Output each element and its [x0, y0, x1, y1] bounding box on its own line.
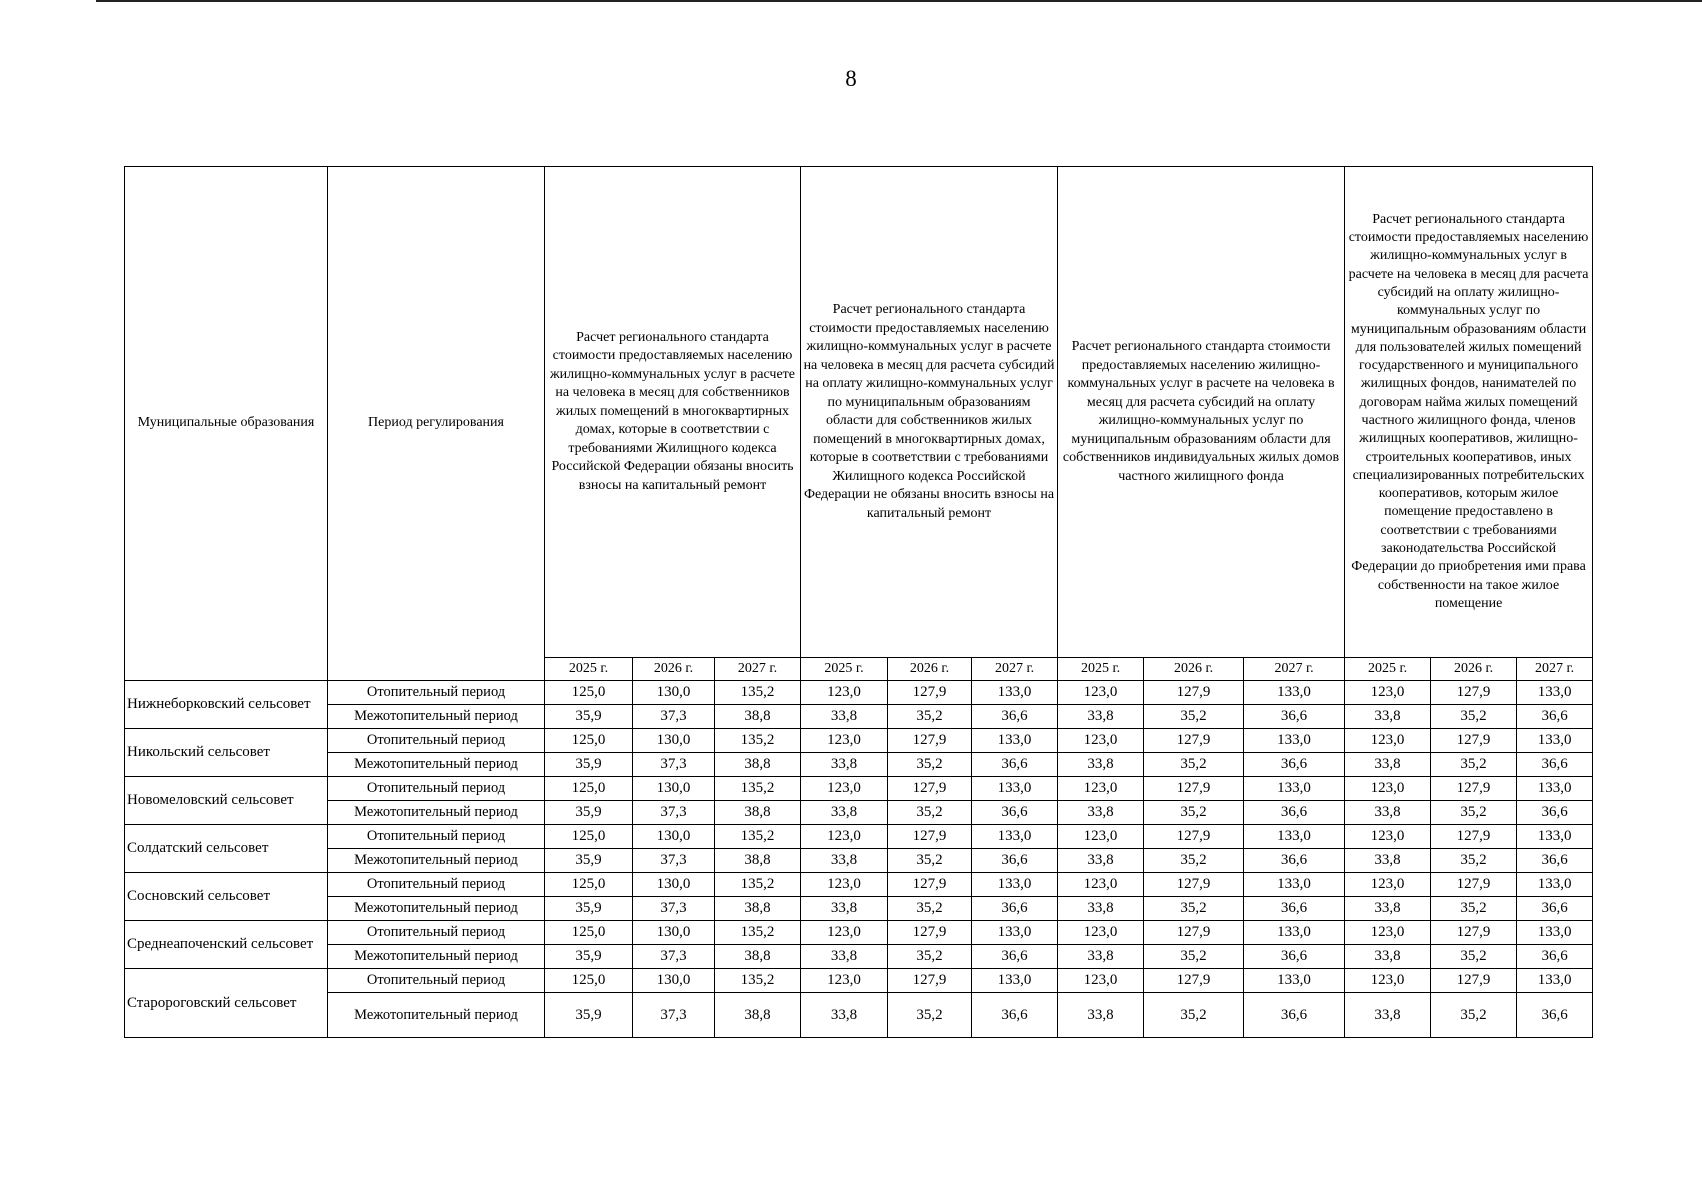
table-cell: 133,0	[972, 969, 1058, 993]
table-cell: 36,6	[1517, 753, 1593, 777]
table-cell: 33,8	[1058, 705, 1144, 729]
table-cell: 33,8	[1345, 753, 1431, 777]
table-cell: 37,3	[633, 753, 715, 777]
table-cell: 133,0	[972, 777, 1058, 801]
table-cell: 36,6	[1517, 801, 1593, 825]
table-cell: 33,8	[801, 897, 888, 921]
table-cell: 123,0	[1345, 873, 1431, 897]
year-header: 2026 г.	[633, 658, 715, 681]
period-label: Межотопительный период	[328, 993, 545, 1038]
table-cell: 127,9	[1431, 873, 1517, 897]
table-cell: 36,6	[972, 945, 1058, 969]
period-label: Межотопительный период	[328, 705, 545, 729]
table-row	[125, 993, 1593, 1038]
header-period: Период регулирования	[328, 167, 545, 681]
table-cell: 127,9	[1431, 729, 1517, 753]
municipality-name: Солдатский сельсовет	[125, 825, 328, 873]
table-cell: 38,8	[715, 993, 801, 1038]
period-label: Отопительный период	[328, 729, 545, 753]
municipality-name: Никольский сельсовет	[125, 729, 328, 777]
table-row	[125, 681, 1593, 705]
period-label: Отопительный период	[328, 777, 545, 801]
table-row	[125, 897, 1593, 921]
table-cell: 36,6	[1517, 705, 1593, 729]
table-cell: 36,6	[1517, 993, 1593, 1038]
table-cell: 127,9	[888, 969, 972, 993]
table-cell: 123,0	[1345, 729, 1431, 753]
table-cell: 35,2	[1144, 801, 1244, 825]
table-cell: 123,0	[801, 921, 888, 945]
year-header: 2025 г.	[1058, 658, 1144, 681]
period-label: Межотопительный период	[328, 753, 545, 777]
table-cell: 36,6	[1517, 945, 1593, 969]
period-label: Межотопительный период	[328, 897, 545, 921]
table-cell: 127,9	[1144, 873, 1244, 897]
table-cell: 133,0	[1244, 825, 1345, 849]
table-cell: 127,9	[1431, 777, 1517, 801]
page-number: 8	[845, 66, 857, 91]
table-cell: 35,2	[888, 897, 972, 921]
header-group-4: Расчет регионального стандарта стоимости предоставляемых населению жилищно-коммунальных услуг в расчете на человека в месяц для расчета субсидий на оплату жилищно-коммунальных услуг по муниципальным образованиям области для пользователей жилых помещений государственного и муниципального жилищных фондов, нанимателей по договорам найма жилых помещений частного жилищного фонда, членов жилищных кооперативов, жилищно-строительных кооперативов, иных специализированных потребительских кооперативов, которым жилое помещение предоставлено в соответствии с требованиями законодательства Российской Федерации до приобретения ими права собственности на такое жилое помещение	[1345, 167, 1593, 658]
table-cell: 36,6	[972, 993, 1058, 1038]
table-cell: 35,2	[1144, 945, 1244, 969]
table-cell: 123,0	[1058, 825, 1144, 849]
table-cell: 35,9	[545, 705, 633, 729]
table-cell: 35,2	[888, 849, 972, 873]
table-cell: 35,2	[1431, 753, 1517, 777]
table-cell: 33,8	[1058, 945, 1144, 969]
table-cell: 36,6	[1517, 849, 1593, 873]
table-cell: 130,0	[633, 969, 715, 993]
table-cell: 133,0	[972, 729, 1058, 753]
table-cell: 33,8	[1345, 705, 1431, 729]
header-municipality: Муниципальные образования	[125, 167, 328, 681]
table-cell: 127,9	[888, 681, 972, 705]
table-cell: 33,8	[1058, 993, 1144, 1038]
table-cell: 35,2	[888, 801, 972, 825]
table-cell: 38,8	[715, 849, 801, 873]
table-row	[125, 777, 1593, 801]
year-header: 2027 г.	[715, 658, 801, 681]
table-cell: 38,8	[715, 945, 801, 969]
table-cell: 130,0	[633, 873, 715, 897]
table-cell: 123,0	[1058, 729, 1144, 753]
table-cell: 36,6	[972, 897, 1058, 921]
table-cell: 127,9	[888, 825, 972, 849]
table-row	[125, 849, 1593, 873]
header-group-3: Расчет регионального стандарта стоимости предоставляемых населению жилищно-коммунальных услуг в расчете на человека в месяц для расчета субсидий на оплату жилищно-коммунальных услуг по муниципальным образованиям области для собственников индивидуальных жилых домов частного жилищного фонда	[1058, 167, 1345, 658]
table-cell: 33,8	[801, 801, 888, 825]
table-cell: 125,0	[545, 729, 633, 753]
table-cell: 36,6	[1244, 753, 1345, 777]
period-label: Отопительный период	[328, 969, 545, 993]
table-cell: 36,6	[972, 801, 1058, 825]
table-cell: 37,3	[633, 945, 715, 969]
year-header: 2026 г.	[1144, 658, 1244, 681]
table-cell: 36,6	[1244, 849, 1345, 873]
table-cell: 127,9	[888, 777, 972, 801]
year-header: 2027 г.	[972, 658, 1058, 681]
standards-table	[124, 166, 1593, 1038]
table-cell: 123,0	[1345, 777, 1431, 801]
table-cell: 33,8	[801, 705, 888, 729]
table-cell: 36,6	[1244, 993, 1345, 1038]
table-cell: 33,8	[1345, 801, 1431, 825]
table-cell: 127,9	[1431, 969, 1517, 993]
year-header: 2025 г.	[545, 658, 633, 681]
period-label: Межотопительный период	[328, 801, 545, 825]
table-cell: 133,0	[1517, 681, 1593, 705]
table-cell: 123,0	[801, 873, 888, 897]
municipality-name: Нижнеборковский сельсовет	[125, 681, 328, 729]
period-label: Межотопительный период	[328, 945, 545, 969]
table-cell: 130,0	[633, 729, 715, 753]
table-cell: 35,2	[1431, 897, 1517, 921]
table-cell: 127,9	[1144, 969, 1244, 993]
table-cell: 35,9	[545, 897, 633, 921]
period-label: Отопительный период	[328, 921, 545, 945]
period-label: Отопительный период	[328, 681, 545, 705]
table-cell: 36,6	[1244, 945, 1345, 969]
table-cell: 123,0	[1345, 825, 1431, 849]
table-cell: 123,0	[1345, 921, 1431, 945]
table-cell: 130,0	[633, 777, 715, 801]
table-cell: 33,8	[801, 945, 888, 969]
table-cell: 35,2	[1144, 705, 1244, 729]
table-cell: 35,2	[1144, 897, 1244, 921]
table-cell: 35,2	[1431, 945, 1517, 969]
table-cell: 36,6	[1244, 705, 1345, 729]
table-cell: 38,8	[715, 705, 801, 729]
table-cell: 123,0	[801, 825, 888, 849]
table-cell: 36,6	[1244, 801, 1345, 825]
table-cell: 135,2	[715, 825, 801, 849]
table-cell: 127,9	[1144, 777, 1244, 801]
table-cell: 123,0	[801, 729, 888, 753]
table-cell: 37,3	[633, 897, 715, 921]
table-cell: 133,0	[1517, 777, 1593, 801]
table-cell: 123,0	[1058, 921, 1144, 945]
table-cell: 38,8	[715, 753, 801, 777]
table-cell: 127,9	[1144, 825, 1244, 849]
period-label: Межотопительный период	[328, 849, 545, 873]
table-cell: 123,0	[1058, 969, 1144, 993]
table-cell: 133,0	[972, 873, 1058, 897]
municipality-name: Среднеапоченский сельсовет	[125, 921, 328, 969]
table-cell: 35,2	[1144, 849, 1244, 873]
table-cell: 35,2	[1144, 993, 1244, 1038]
table-cell: 33,8	[1345, 945, 1431, 969]
table-cell: 35,2	[888, 753, 972, 777]
table-cell: 33,8	[1058, 849, 1144, 873]
year-header: 2026 г.	[888, 658, 972, 681]
table-cell: 127,9	[1431, 681, 1517, 705]
table-cell: 133,0	[1517, 825, 1593, 849]
table-cell: 133,0	[972, 825, 1058, 849]
table-cell: 135,2	[715, 729, 801, 753]
year-header: 2025 г.	[801, 658, 888, 681]
table-cell: 133,0	[1244, 921, 1345, 945]
table-cell: 125,0	[545, 921, 633, 945]
table-cell: 35,2	[1144, 753, 1244, 777]
table-cell: 33,8	[1058, 801, 1144, 825]
table-cell: 127,9	[1144, 681, 1244, 705]
table-cell: 35,9	[545, 753, 633, 777]
table-cell: 130,0	[633, 825, 715, 849]
table-cell: 133,0	[1517, 729, 1593, 753]
table-cell: 125,0	[545, 825, 633, 849]
table-cell: 135,2	[715, 681, 801, 705]
table-cell: 38,8	[715, 801, 801, 825]
period-label: Отопительный период	[328, 873, 545, 897]
year-header: 2026 г.	[1431, 658, 1517, 681]
table-cell: 35,2	[1431, 801, 1517, 825]
table-cell: 135,2	[715, 969, 801, 993]
table-cell: 127,9	[1431, 921, 1517, 945]
table-cell: 127,9	[1431, 825, 1517, 849]
table-cell: 37,3	[633, 705, 715, 729]
municipality-name: Старороговский сельсовет	[125, 969, 328, 1038]
table-cell: 36,6	[972, 753, 1058, 777]
table-cell: 123,0	[1058, 777, 1144, 801]
table-row	[125, 873, 1593, 897]
table-cell: 35,2	[1431, 993, 1517, 1038]
table-cell: 133,0	[972, 921, 1058, 945]
table-cell: 123,0	[1345, 969, 1431, 993]
table-row	[125, 921, 1593, 945]
table-cell: 133,0	[1517, 969, 1593, 993]
table-cell: 127,9	[1144, 921, 1244, 945]
table-cell: 36,6	[1517, 897, 1593, 921]
table-row	[125, 753, 1593, 777]
table-cell: 127,9	[888, 873, 972, 897]
table-cell: 133,0	[1244, 777, 1345, 801]
table-cell: 35,2	[888, 993, 972, 1038]
municipality-name: Сосновский сельсовет	[125, 873, 328, 921]
table-cell: 123,0	[1345, 681, 1431, 705]
year-header: 2027 г.	[1517, 658, 1593, 681]
table-cell: 133,0	[1244, 969, 1345, 993]
table-cell: 35,2	[888, 945, 972, 969]
period-label: Отопительный период	[328, 825, 545, 849]
table-row	[125, 729, 1593, 753]
table-cell: 36,6	[1244, 897, 1345, 921]
table-cell: 133,0	[972, 681, 1058, 705]
table-row	[125, 705, 1593, 729]
table-cell: 37,3	[633, 849, 715, 873]
table-row	[125, 825, 1593, 849]
table-cell: 133,0	[1244, 873, 1345, 897]
table-cell: 130,0	[633, 921, 715, 945]
table-cell: 33,8	[801, 753, 888, 777]
table-cell: 33,8	[1345, 849, 1431, 873]
table-cell: 36,6	[972, 849, 1058, 873]
table-cell: 133,0	[1517, 921, 1593, 945]
table-cell: 123,0	[801, 969, 888, 993]
table-cell: 33,8	[1345, 897, 1431, 921]
header-group-1: Расчет регионального стандарта стоимости предоставляемых населению жилищно-коммунальных услуг в расчете на человека в месяц для собственников жилых помещений в многоквартирных домах, которые в соответствии с требованиями Жилищного кодекса Российской Федерации обязаны вносить взносы на капитальный ремонт	[545, 167, 801, 658]
table-cell: 33,8	[801, 849, 888, 873]
table-cell: 133,0	[1244, 681, 1345, 705]
table-cell: 125,0	[545, 873, 633, 897]
table-cell: 37,3	[633, 993, 715, 1038]
table-cell: 135,2	[715, 777, 801, 801]
table-cell: 36,6	[972, 705, 1058, 729]
table-cell: 37,3	[633, 801, 715, 825]
table-cell: 35,9	[545, 945, 633, 969]
table-cell: 35,2	[1431, 705, 1517, 729]
table-cell: 127,9	[888, 729, 972, 753]
table-cell: 127,9	[1144, 729, 1244, 753]
table-cell: 125,0	[545, 777, 633, 801]
table-cell: 123,0	[1058, 873, 1144, 897]
table-cell: 35,9	[545, 849, 633, 873]
table-cell: 33,8	[1058, 753, 1144, 777]
table-cell: 33,8	[1058, 897, 1144, 921]
table-cell: 38,8	[715, 897, 801, 921]
table-cell: 125,0	[545, 969, 633, 993]
table-cell: 127,9	[888, 921, 972, 945]
table-cell: 35,2	[1431, 849, 1517, 873]
table-cell: 35,9	[545, 993, 633, 1038]
header-group-2: Расчет регионального стандарта стоимости предоставляемых населению жилищно-коммунальных услуг в расчете на человека в месяц для расчета субсидий на оплату жилищно-коммунальных услуг по муниципальным образованиям области для собственников жилых помещений в многоквартирных домах, которые в соответствии с требованиями Жилищного кодекса Российской Федерации не обязаны вносить взносы на капитальный ремонт	[801, 167, 1058, 658]
table-row	[125, 801, 1593, 825]
table-row	[125, 969, 1593, 993]
table-cell: 130,0	[633, 681, 715, 705]
table-cell: 135,2	[715, 873, 801, 897]
table-cell: 33,8	[801, 993, 888, 1038]
table-cell: 125,0	[545, 681, 633, 705]
table-cell: 35,9	[545, 801, 633, 825]
year-header: 2027 г.	[1244, 658, 1345, 681]
table-cell: 133,0	[1517, 873, 1593, 897]
table-cell: 33,8	[1345, 993, 1431, 1038]
table-cell: 123,0	[1058, 681, 1144, 705]
municipality-name: Новомеловский сельсовет	[125, 777, 328, 825]
year-header: 2025 г.	[1345, 658, 1431, 681]
table-cell: 123,0	[801, 681, 888, 705]
table-cell: 123,0	[801, 777, 888, 801]
table-cell: 133,0	[1244, 729, 1345, 753]
table-cell: 35,2	[888, 705, 972, 729]
table-cell: 135,2	[715, 921, 801, 945]
table-row	[125, 945, 1593, 969]
top-rule	[96, 0, 1702, 2]
